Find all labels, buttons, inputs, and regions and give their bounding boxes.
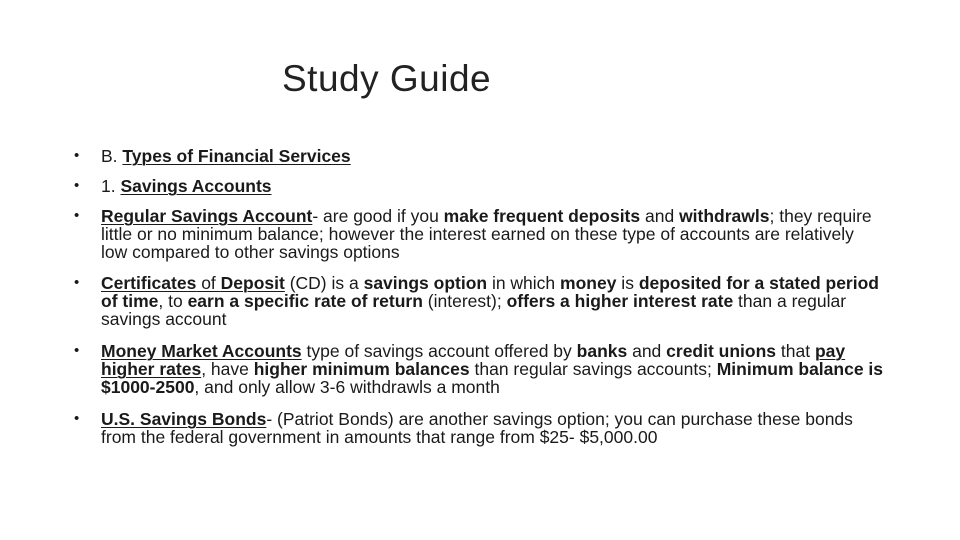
emphasis-run: higher minimum balances <box>253 359 470 379</box>
emphasis-run: make frequent deposits <box>443 206 641 226</box>
text-run: , to <box>158 291 188 311</box>
text-run: than regular savings accounts; <box>469 359 717 379</box>
text-run: and <box>627 341 667 361</box>
subsection-heading: Savings Accounts <box>120 176 272 196</box>
subsection-number: 1. <box>101 176 121 196</box>
text-run: type of savings account offered by <box>301 341 577 361</box>
bullet-item-types-of-financial-services <box>74 147 884 165</box>
text-run: (CD) is a <box>284 273 364 293</box>
bullet-item-certificates-of-deposit <box>74 274 884 328</box>
text-run: and <box>640 206 680 226</box>
emphasis-run: earn a specific rate of return <box>187 291 423 311</box>
bullet-dot-icon: • <box>74 177 80 194</box>
bullet-text <box>101 410 884 446</box>
bullet-dot-icon: • <box>74 207 80 224</box>
emphasis-run: savings option <box>363 273 488 293</box>
bullet-dot-icon: • <box>74 410 80 427</box>
emphasis-run: Minimum balance is $1000-2500 <box>101 359 884 397</box>
emphasis-run: banks <box>576 341 628 361</box>
term: Deposit <box>220 273 285 293</box>
text-run: of <box>196 273 221 293</box>
emphasis-run: withdrawls <box>679 206 770 226</box>
text-run: , and only allow 3-6 withdrawls a month <box>194 377 500 397</box>
emphasis-run: money <box>560 273 617 293</box>
bullet-dot-icon: • <box>74 147 80 164</box>
bullet-text <box>101 177 884 195</box>
bullet-dot-icon: • <box>74 342 80 359</box>
text-run: in which <box>487 273 561 293</box>
section-heading: Types of Financial Services <box>122 146 351 166</box>
text-run: , have <box>201 359 254 379</box>
bullet-item-us-savings-bonds <box>74 410 884 446</box>
slide-title: Study Guide <box>282 58 492 99</box>
bullet-text <box>101 342 884 396</box>
text-run: ; they require little or no minimum balance; however the interest earned on these type of accounts are relatively low compared to other savings options <box>101 206 872 262</box>
bullet-list <box>74 147 884 446</box>
text-run: - are good if you <box>312 206 444 226</box>
bullet-text <box>101 274 884 328</box>
bullet-item-money-market-accounts <box>74 342 884 396</box>
text-run: that <box>776 341 815 361</box>
emphasis-run: pay higher rates <box>101 341 846 379</box>
term: Regular Savings Account <box>101 206 313 226</box>
emphasis-run: credit unions <box>666 341 777 361</box>
text-run: (interest); <box>422 291 507 311</box>
term: U.S. Savings Bonds <box>101 409 267 429</box>
bullet-text <box>101 207 884 261</box>
text-run: - (Patriot Bonds) are another savings option; you can purchase these bonds from the federal government in amounts that range from $25- $5,000.00 <box>101 409 853 447</box>
bullet-dot-icon: • <box>74 274 80 291</box>
term: Money Market Accounts <box>101 341 302 361</box>
emphasis-run: offers a higher interest rate <box>506 291 734 311</box>
bullet-item-regular-savings-account <box>74 207 884 261</box>
text-run: than a regular savings account <box>101 291 847 329</box>
text-run: is <box>616 273 639 293</box>
section-label: B. <box>101 146 123 166</box>
term: Certificates <box>101 273 197 293</box>
bullet-text <box>101 147 884 165</box>
emphasis-run: deposited for a stated period of time <box>101 273 879 311</box>
bullet-item-savings-accounts <box>74 177 884 195</box>
